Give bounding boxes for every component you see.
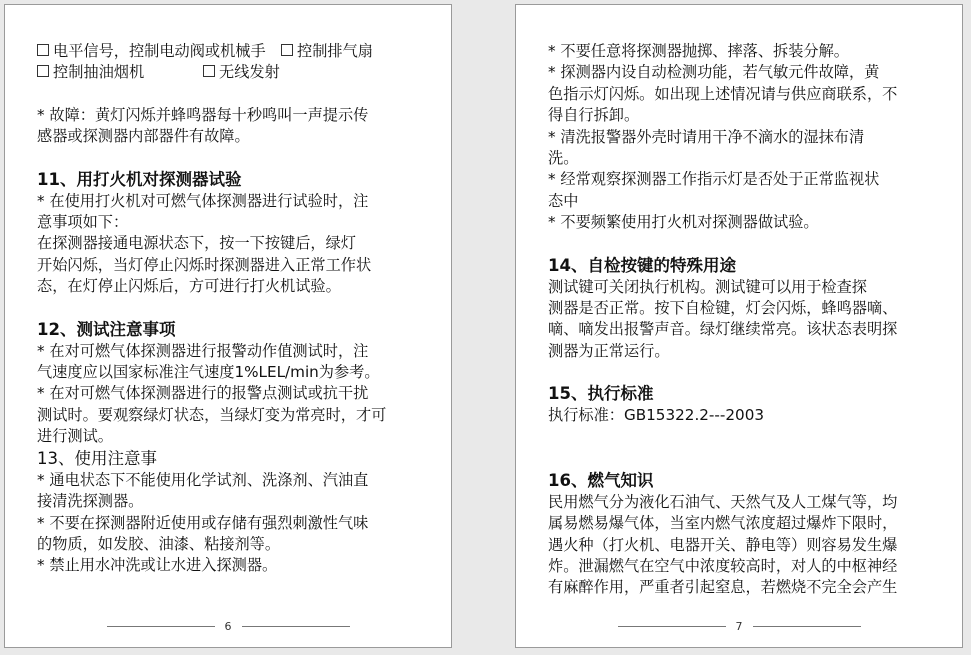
option-label: 电平信号，控制电动阀或机械手: [53, 42, 266, 60]
option-row-2: [37, 62, 431, 83]
footer-rule: [618, 626, 726, 627]
section-11-title: 11、用打火机对探测器试验: [37, 169, 242, 189]
page-footer: [516, 620, 962, 633]
text-line: 得自行拆卸。: [548, 106, 640, 125]
text-line: 测试时。要观察绿灯状态，当绿灯变为常亮时，才可: [37, 405, 387, 424]
option-item: [203, 62, 280, 83]
option-row-1: [37, 41, 431, 62]
text-line: 洗。: [548, 149, 579, 168]
option-item: [37, 62, 203, 83]
checkbox-icon: [37, 44, 49, 56]
text-line: * 清洗报警器外壳时请用干净不滴水的湿抹布清: [548, 127, 865, 146]
option-item: [37, 41, 281, 62]
page-number: 7: [735, 620, 743, 633]
page-number: 6: [224, 620, 232, 633]
text-line: 遇火种（打火机、电器开关、静电等）则容易发生爆: [548, 535, 898, 554]
text-line: 在探测器接通电源状态下，按一下按键后，绿灯: [37, 234, 356, 253]
text-line: * 在对可燃气体探测器进行的报警点测试或抗干扰: [37, 384, 369, 403]
text-line: 接清洗探测器。: [37, 492, 144, 511]
text-line: * 故障：黄灯闪烁并蜂鸣器每十秒鸣叫一声提示传: [37, 105, 369, 124]
section-12-title: 12、测试注意事项: [37, 319, 176, 339]
text-line: * 通电状态下不能使用化学试剂、洗涤剂、汽油直: [37, 470, 369, 489]
text-line: * 不要在探测器附近使用或存储有强烈刺激性气味: [37, 513, 369, 532]
text-line: 意事项如下：: [37, 213, 129, 232]
checkbox-icon: [203, 65, 215, 77]
checkbox-icon: [37, 65, 49, 77]
page-footer: [5, 620, 451, 633]
text-line: 进行测试。: [37, 427, 113, 446]
text-line: 色指示灯闪烁。如出现上述情况请与供应商联系，不: [548, 84, 898, 103]
text-line: * 在使用打火机对可燃气体探测器进行试验时，注: [37, 191, 369, 210]
page-right: [515, 4, 963, 648]
text-line: 气速度应以国家标准注气速度1%LEL/min为参考。: [37, 363, 380, 382]
page-left: [4, 4, 452, 648]
section-14-title: 14、自检按键的特殊用途: [548, 255, 736, 275]
section-13-title: 13、使用注意事: [37, 448, 157, 468]
footer-rule: [753, 626, 861, 627]
text-line: 民用燃气分为液化石油气、天然气及人工煤气等，均: [548, 492, 898, 511]
text-line: 测试键可关闭执行机构。测试键可以用于检查探: [548, 277, 867, 296]
text-line: 开始闪烁，当灯停止闪烁时探测器进入正常工作状: [37, 255, 372, 274]
option-label: 控制抽油烟机: [53, 63, 145, 82]
page-left-content: [37, 41, 431, 577]
text-line: 有麻醉作用，严重者引起窒息，若燃烧不完全会产生: [548, 578, 898, 597]
checkbox-icon: [281, 44, 293, 56]
text-line: * 不要任意将探测器抛掷、摔落、拆装分解。: [548, 42, 849, 60]
text-line: * 不要频繁使用打火机对探测器做试验。: [548, 213, 819, 232]
text-line: * 经常观察探测器工作指示灯是否处于正常监视状: [548, 170, 880, 189]
option-label: 控制排气扇: [297, 42, 373, 60]
section-16-title: 16、燃气知识: [548, 470, 654, 490]
option-item: [281, 41, 373, 62]
text-line: 态中: [548, 191, 579, 210]
text-line: 测器为正常运行。: [548, 341, 670, 360]
text-line: 态，在灯停止闪烁后，方可进行打火机试验。: [37, 277, 341, 296]
option-label: 无线发射: [219, 63, 280, 82]
text-line: 执行标准：GB15322.2---2003: [548, 406, 765, 425]
text-line: 感器或探测器内部器件有故障。: [37, 127, 250, 146]
text-line: * 禁止用水冲洗或让水进入探测器。: [37, 556, 278, 575]
text-line: 嘀、嘀发出报警声音。绿灯继续常亮。该状态表明探: [548, 320, 898, 339]
page-right-content: [548, 41, 942, 599]
footer-rule: [242, 626, 350, 627]
text-line: 的物质，如发胶、油漆、粘接剂等。: [37, 534, 280, 553]
text-line: 测器是否正常。按下自检键，灯会闪烁，蜂鸣器嘀、: [548, 299, 898, 318]
fault-note: [37, 105, 431, 148]
footer-rule: [107, 626, 215, 627]
text-line: 炸。泄漏燃气在空气中浓度较高时，对人的中枢神经: [548, 556, 898, 575]
text-line: * 探测器内设自动检测功能，若气敏元件故障，黄: [548, 63, 880, 82]
text-line: * 在对可燃气体探测器进行报警动作值测试时，注: [37, 341, 369, 360]
text-line: 属易燃易爆气体，当室内燃气浓度超过爆炸下限时，: [548, 514, 898, 533]
section-15-title: 15、执行标准: [548, 384, 654, 404]
